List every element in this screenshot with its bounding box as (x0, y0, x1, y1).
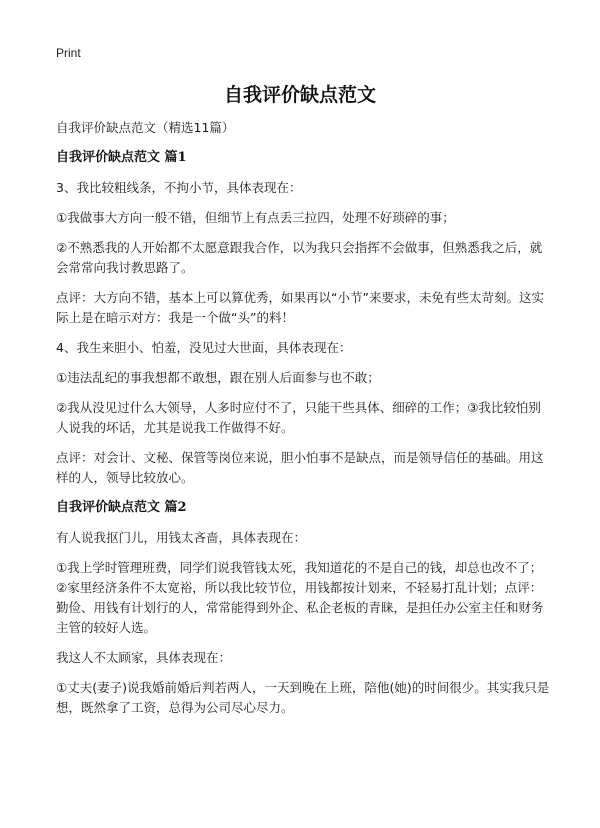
print-link[interactable]: Print (56, 46, 81, 60)
document-body (56, 118, 550, 728)
paragraph: 3、我比较粗线条，不拘小节，具体表现在： (56, 180, 302, 195)
section-heading-2: 自我评价缺点范文 篇2 (56, 500, 187, 515)
paragraph: 4、我生来胆小、怕羞，没见过大世面，具体表现在： (56, 340, 352, 355)
paragraph: 有人说我抠门儿，用钱太吝啬，具体表现在： (56, 530, 307, 545)
paragraph: ①我上学时管理班费，同学们说我管钱太死，我知道花的不是自己的钱，却总也改不了；②家里经济条件不太宽裕，所以我比较节位，用钱都按计划来，不轻易打乱计划；点评：勤俭、用钱有计划行的人，常常能得到外企、私企老板的青睐，是担任办公室主任和财务主管的较好人选。 (56, 560, 544, 635)
paragraph: 我这人不太顾家，具体表现在： (56, 650, 232, 665)
paragraph: 点评：对会计、文秘、保管等岗位来说，胆小怕事不是缺点，而是领导信任的基础。用这样的人，领导比较放心。 (56, 450, 544, 485)
section-heading-1: 自我评价缺点范文 篇1 (56, 150, 187, 165)
document-subtitle: 自我评价缺点范文（精选11篇） (56, 120, 235, 135)
paragraph: ②不熟悉我的人开始都不太愿意跟我合作，以为我只会指挥不会做事，但熟悉我之后，就会常常向我讨教思路了。 (56, 240, 543, 275)
paragraph: ①丈夫(妻子)说我婚前婚后判若两人，一天到晚在上班，陪他(她)的时间很少。其实我只是想，既然拿了工资，总得为公司尽心尽力。 (56, 680, 550, 715)
paragraph: 点评：大方向不错，基本上可以算优秀，如果再以“小节”来要求，未免有些太苛刻。这实际上是在暗示对方：我是一个做“头”的料！ (56, 290, 544, 325)
paragraph: ①我做事大方向一般不错，但细节上有点丢三拉四，处理不好琐碎的事； (56, 210, 455, 225)
paragraph: ①违法乱纪的事我想都不敢想，跟在别人后面参与也不敢； (56, 370, 380, 385)
document-title: 自我评价缺点范文 (223, 84, 376, 106)
paragraph: ②我从没见过什么大领导，人多时应付不了，只能干些具体、细碎的工作；③我比较怕别人说我的坏话，尤其是说我工作做得不好。 (56, 400, 541, 435)
